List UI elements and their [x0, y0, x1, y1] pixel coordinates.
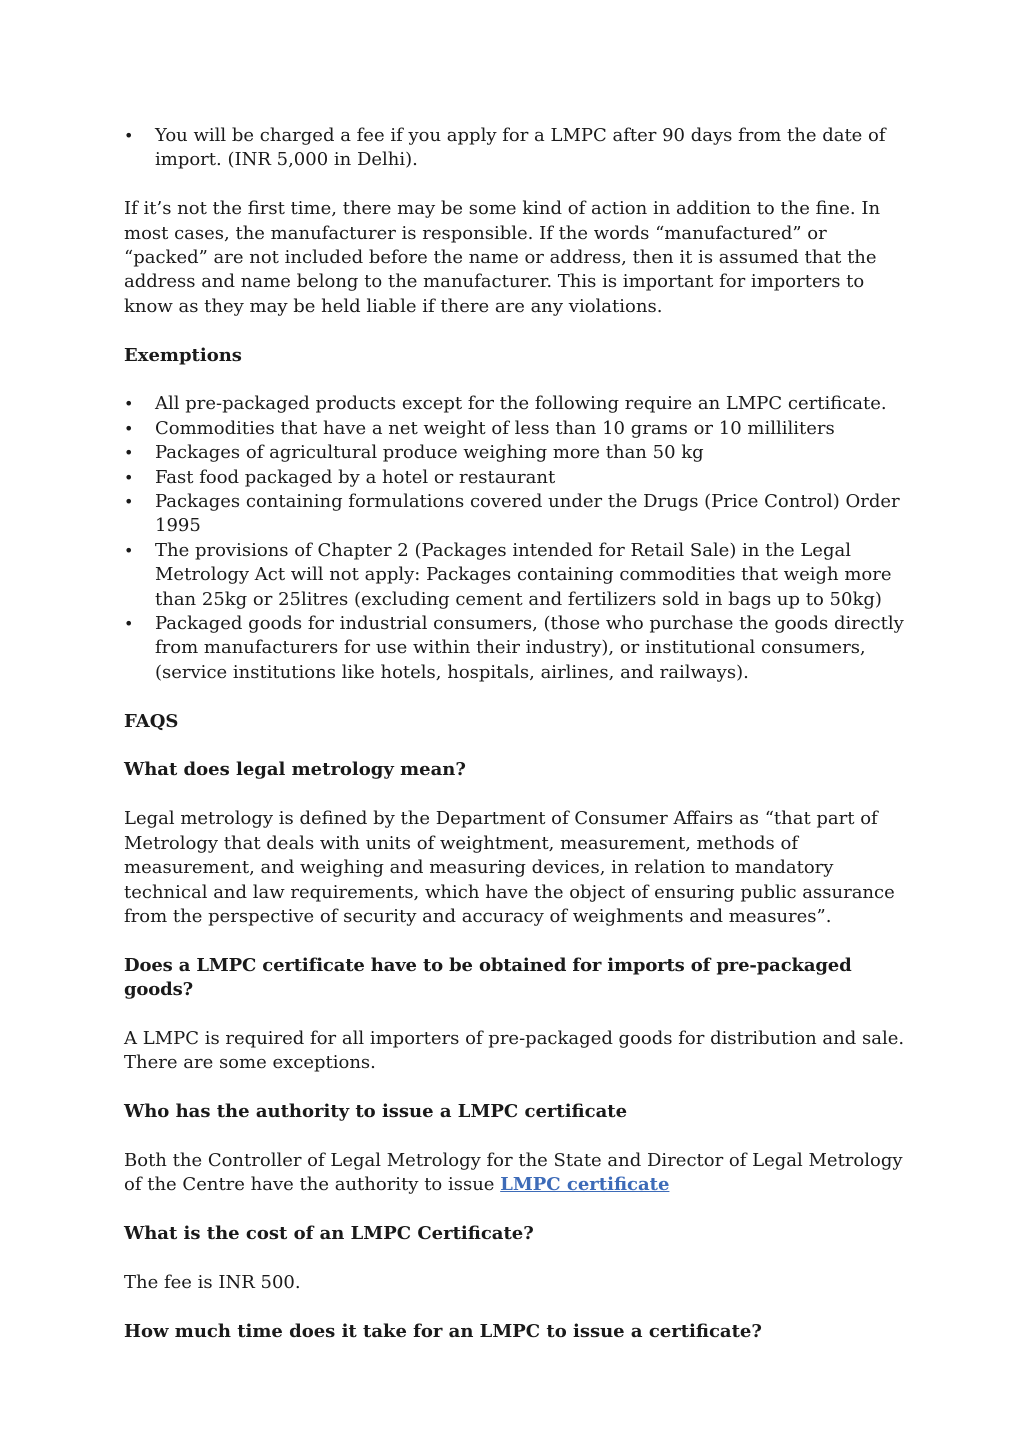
spacer: [124, 734, 914, 758]
lmpc-certificate-link[interactable]: LMPC certificate: [500, 1174, 670, 1196]
document-page: [124, 124, 914, 1344]
faq-answer-1: Legal metrology is defined by the Department of Consumer Affairs as “that part of Metrology that deals with units of weightment, measurement, methods of measurement, and weighing and measuring devices, in relation to mandatory technical and law requirements, which have the object of ensuring public assurance from the perspective of security and accuracy of weighments and measures”.: [124, 808, 895, 927]
spacer: [124, 1076, 914, 1100]
faq-question-5: How much time does it take for an LMPC to issue a certificate?: [124, 1320, 762, 1342]
faq-question-2: Does a LMPC certificate have to be obtained for imports of pre-packaged goods?: [124, 954, 852, 1001]
faq-question-4: What is the cost of an LMPC Certificate?: [124, 1223, 534, 1245]
intro-bullet-list: [124, 124, 914, 173]
spacer: [124, 1198, 914, 1222]
faq-answer-4: The fee is INR 500.: [124, 1271, 301, 1293]
list-item: • Packages of agricultural produce weighing more than 50 kg: [124, 441, 914, 465]
exemptions-list: [124, 392, 914, 685]
list-item: • You will be charged a fee if you apply for a LMPC after 90 days from the date of import. (INR 5,000 in Delhi).: [124, 124, 914, 173]
spacer: [124, 685, 914, 709]
faq-answer-3-text: Both the Controller of Legal Metrology for the State and Director of Legal Metrology of the Centre have the authority to issue: [124, 1149, 903, 1196]
faqs-heading: FAQS: [124, 710, 179, 732]
list-item: • Packages containing formulations covered under the Drugs (Price Control) Order 1995: [124, 490, 914, 539]
spacer: [124, 1003, 914, 1027]
list-item: • Packaged goods for industrial consumers, (those who purchase the goods directly from manufacturers for use within their industry), or institutional consumers, (service institutions like hotels, hospitals, airlines, and railways).: [124, 612, 914, 685]
spacer: [124, 1247, 914, 1271]
faq-answer-3: [124, 1149, 914, 1198]
exemptions-heading: Exemptions: [124, 344, 242, 366]
list-item: • All pre-packaged products except for the following require an LMPC certificate.: [124, 392, 914, 416]
list-item: • Fast food packaged by a hotel or restaurant: [124, 466, 914, 490]
faq-question-1: What does legal metrology mean?: [124, 759, 466, 781]
spacer: [124, 929, 914, 953]
spacer: [124, 368, 914, 392]
spacer: [124, 1295, 914, 1319]
faq-answer-2: A LMPC is required for all importers of pre-packaged goods for distribution and sale. There are some exceptions.: [124, 1027, 905, 1074]
spacer: [124, 1125, 914, 1149]
spacer: [124, 319, 914, 343]
liability-paragraph: If it’s not the first time, there may be some kind of action in addition to the fine. In most cases, the manufacturer is responsible. If the words “manufactured” or “packed” are not included before the name or address, then it is assumed that the address and name belong to the manufacturer. This is important for importers to know as they may be held liable if there are any violations.: [124, 198, 881, 317]
faq-question-3: Who has the authority to issue a LMPC certificate: [124, 1101, 628, 1123]
spacer: [124, 173, 914, 197]
list-item: • The provisions of Chapter 2 (Packages intended for Retail Sale) in the Legal Metrology Act will not apply: Packages containing commodities that weigh more than 25kg or 25litres (excluding cement and fertilizers sold in bags up to 50kg): [124, 539, 914, 612]
list-item: • Commodities that have a net weight of less than 10 grams or 10 milliliters: [124, 417, 914, 441]
spacer: [124, 783, 914, 807]
